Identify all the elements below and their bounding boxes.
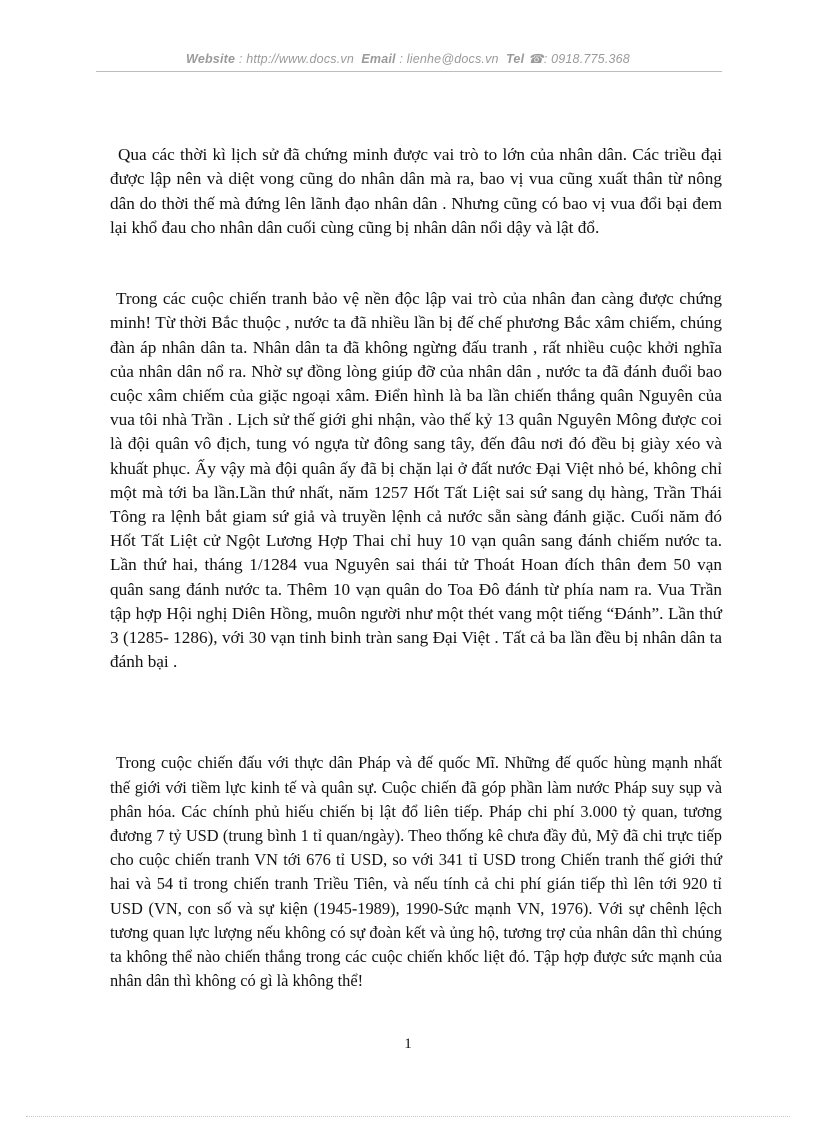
email-value: : lienhe@docs.vn [399, 52, 499, 66]
email-label: Email [361, 52, 396, 66]
header-divider [96, 71, 722, 72]
tel-value: : 0918.775.368 [543, 52, 630, 66]
paragraph-1: Qua các thời kì lịch sử đã chứng minh được vai trò to lớn của nhân dân. Các triều đại được lập nên và diệt vong cũng do nhân dân mà ra, bao vị vua cũng xuất thân từ nông dân do thời thế mà đứng lên lãnh đạo nhân dân . Nhưng cũng có bao vị vua đổi bại đem lại khổ đau cho nhân dân cuối cùng cũng bị nhân dân nổi dậy và lật đổ. [110, 145, 722, 237]
page-header [0, 51, 816, 66]
phone-icon: ☎ [527, 52, 544, 66]
website-label: Website [186, 52, 236, 66]
paragraph-3: Trong cuộc chiến đấu với thực dân Pháp và đế quốc Mĩ. Những đế quốc hùng mạnh nhất thế giới với tiềm lực kinh tế và quân sự. Cuộc chiến đã góp phần làm nước Pháp suy sụp và phân hóa. Các chính phủ hiếu chiến bị lật đổ liên tiếp. Pháp chi phí 3.000 tỷ quan, tương đương 7 tỷ USD (trung bình 1 tỉ quan/ngày). Theo thống kê chưa đầy đủ, Mỹ đã chi trực tiếp cho cuộc chiến tranh VN tới 676 tỉ USD, so với 341 tỉ USD trong Chiến tranh thế giới thứ hai và 54 tỉ trong chiến tranh Triều Tiên, và nếu tính cả chi phí gián tiếp thì lên tới 920 tỉ USD (VN, con số và sự kiện (1945-1989), 1990-Sức mạnh VN, 1976). Với sự chênh lệch tương quan lực lượng nếu không có sự đoàn kết và ủng hộ, tương trợ của nhân dân thì chúng ta không thể nào chiến thắng trong các cuộc chiến khốc liệt đó. Tập hợp được sức mạnh của nhân dân thì không có gì là không thể! [110, 753, 722, 991]
paragraph-2: Trong các cuộc chiến tranh bảo vệ nền độc lập vai trò của nhân đan càng được chứng minh! Từ thời Bắc thuộc , nước ta đã nhiều lần bị đế chế phương Bắc xâm chiếm, chúng đàn áp nhân dân ta. Nhân dân ta đã không ngừng đấu tranh , rất nhiều cuộc khởi nghĩa của nhân dân nổ ra. Nhờ sự đồng lòng giúp đỡ của nhân dân , nước ta đã đánh đuổi bao cuộc xâm chiếm của giặc ngoại xâm. Điển hình là ba lần chiến thắng quân Nguyên của vua tôi nhà Trần . Lịch sử thế giới ghi nhận, vào thế kỷ 13 quân Nguyên Mông được coi là đội quân vô địch, tung vó ngựa từ đông sang tây, đến đâu nơi đó đều bị giày xéo và khuất phục. Ấy vậy mà đội quân ấy đã bị chặn lại ở đất nước Đại Việt nhỏ bé, không chỉ một mà tới ba lần.Lần thứ nhất, năm 1257 Hốt Tất Liệt sai sứ sang dụ hàng, Trần Thái Tông ra lệnh bắt giam sứ giả và truyền lệnh cả nước sẵn sàng đánh giặc. Cuối năm đó Hốt Tất Liệt cử Ngột Lương Hợp Thai chỉ huy 10 vạn quân sang đánh chiếm nước ta. Lần thứ hai, tháng 1/1284 vua Nguyên sai thái tử Thoát Hoan đích thân đem 50 vạn quân sang đánh nước ta. Thêm 10 vạn quân do Toa Đô đánh từ phía nam ra. Vua Trần tập hợp Hội nghị Diên Hồng, muôn người như một thét vang một tiếng “Đánh”. Lần thứ 3 (1285- 1286), với 30 vạn tinh binh tràn sang Đại Việt . Tất cả ba lần đều bị nhân dân ta đánh bại . [110, 289, 722, 672]
footer-divider [26, 1116, 790, 1117]
tel-label: Tel [506, 52, 525, 66]
page-number: 1 [404, 1036, 412, 1052]
website-value: : http://www.docs.vn [238, 52, 355, 66]
